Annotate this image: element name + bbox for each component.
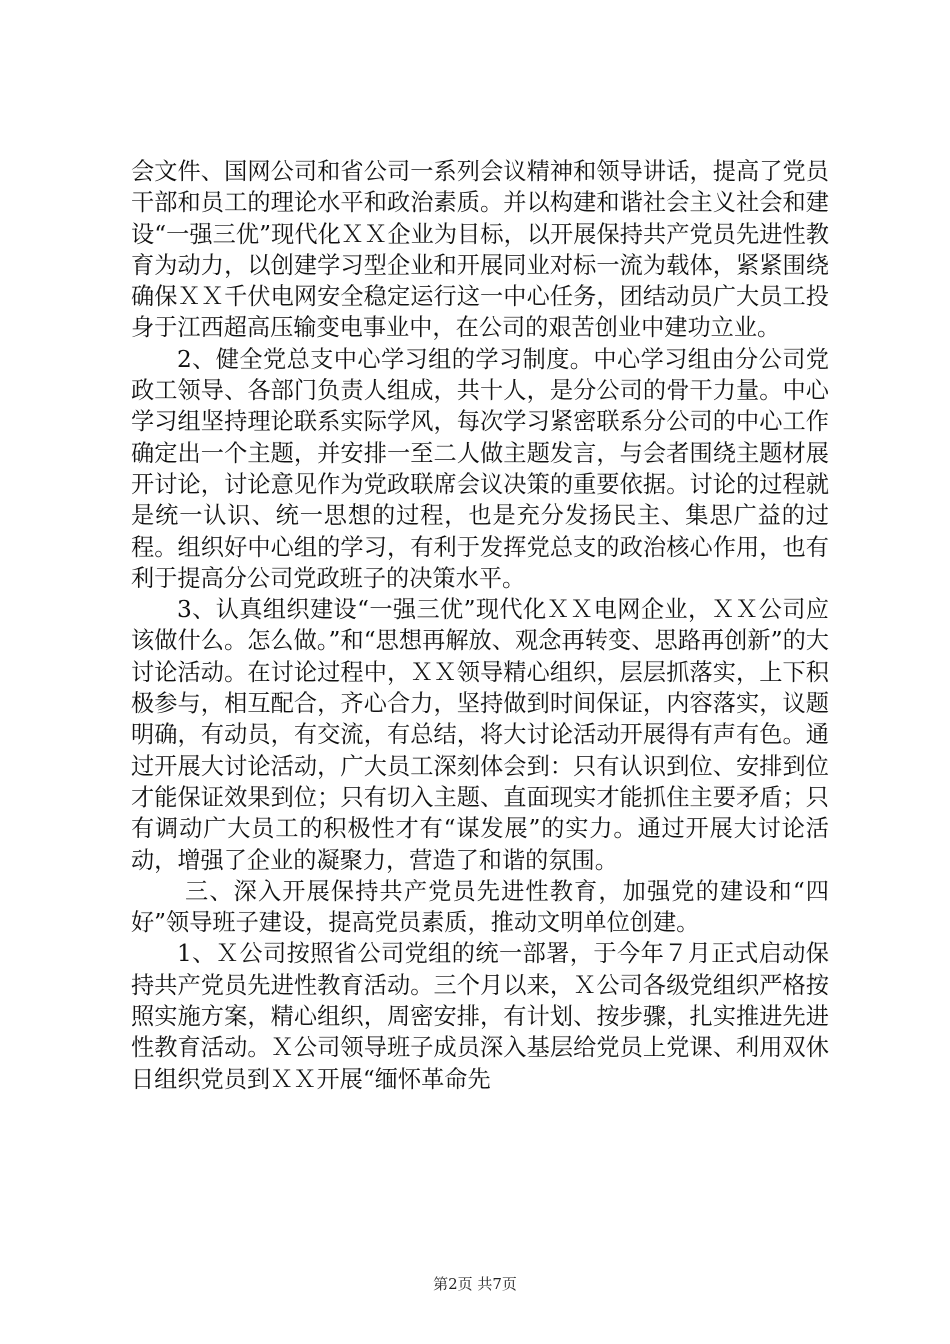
document-body — [131, 156, 829, 1095]
paragraph-continuation: 会文件、国网公司和省公司一系列会议精神和领导讲话，提高了党员干部和员工的理论水平和政治素质。并以构建和谐社会主义社会和建设“一强三优”现代化ＸＸ企业为目标，以开展保持共产党员先进性教育为动力，以创建学习型企业和开展同业对标一流为载体，紧紧围绕确保ＸＸ千伏电网安全稳定运行这一中心任务，团结动员广大员工投身于江西超高压输变电事业中，在公司的艰苦创业中建功立业。 — [131, 158, 829, 342]
section-heading-three: 三、深入开展保持共产党员先进性教育，加强党的建设和“四好”领导班子建设，提高党员素质，推动文明单位创建。 — [131, 877, 829, 937]
paragraph-advanced-education: 1、Ｘ公司按照省公司党组的统一部署，于今年７月正式启动保持共产党员先进性教育活动。三个月以来，Ｘ公司各级党组织严格按照实施方案，精心组织，周密安排，有计划、按步骤，扎实推进先进性教育活动。Ｘ公司领导班子成员深入基层给党员上党课、利用双休日组织党员到ＸＸ开展“缅怀革命先 — [131, 940, 829, 1093]
page-footer: 第2页 共7页 — [433, 1275, 517, 1293]
paragraph-discussion-activity: 3、认真组织建设“一强三优”现代化ＸＸ电网企业，ＸＸ公司应该做什么。怎么做。”和“思想再解放、观念再转变、思路再创新”的大讨论活动。在讨论过程中，ＸＸ领导精心组织，层层抓落实，上下积极参与，相互配合，齐心合力，坚持做到时间保证，内容落实，议题明确，有动员，有交流，有总结，将大讨论活动开展得有声有色。通过开展大讨论活动，广大员工深刻体会到：只有认识到位、安排到位才能保证效果到位；只有切入主题、直面现实才能抓住主要矛盾；只有调动广大员工的积极性才有“谋发展”的实力。通过开展大讨论活动，增强了企业的凝聚力，营造了和谐的氛围。 — [131, 596, 829, 874]
paragraph-study-system: 2、健全党总支中心学习组的学习制度。中心学习组由分公司党政工领导、各部门负责人组成，共十人，是分公司的骨干力量。中心学习组坚持理论联系实际学风，每次学习紧密联系分公司的中心工作确定出一个主题，并安排一至二人做主题发言，与会者围绕主题材展开讨论，讨论意见作为党政联席会议决策的重要依据。讨论的过程就是统一认识、统一思想的过程，也是充分发扬民主、集思广益的过程。组织好中心组的学习，有利于发挥党总支的政治核心作用，也有利于提高分公司党政班子的决策水平。 — [131, 345, 829, 592]
